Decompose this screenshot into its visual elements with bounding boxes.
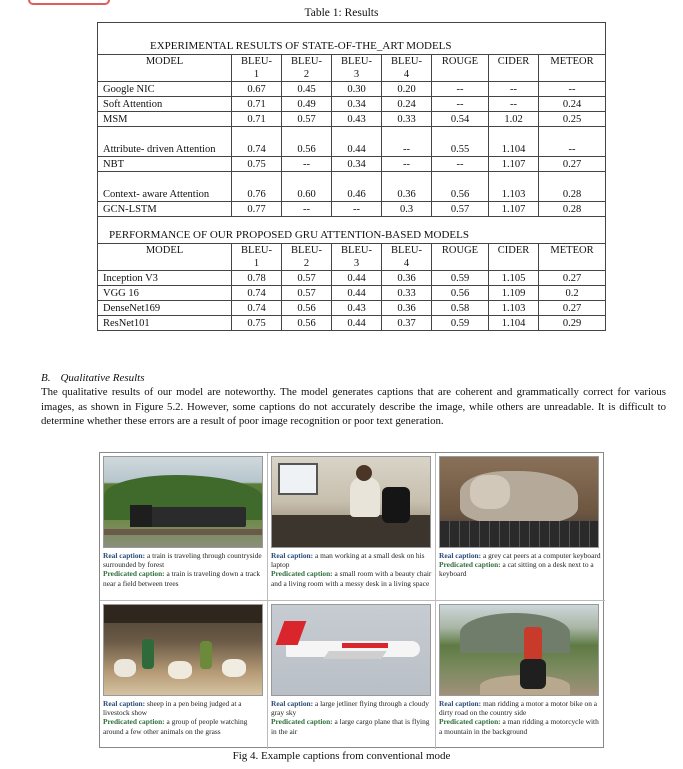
row-4-meteor: 0.27: [539, 157, 606, 172]
row-5-b3: 0.46: [332, 172, 382, 202]
section-title-ours: PERFORMANCE OF OUR PROPOSED GRU ATTENTION-BASED MODELS: [98, 217, 606, 244]
row-2-b2: 0.57: [282, 112, 332, 127]
header-bleu4: BLEU- 4: [382, 244, 432, 271]
our-row-1-b2: 0.57: [282, 286, 332, 301]
our-row-0-b1: 0.78: [232, 271, 282, 286]
figure-cell-train: [100, 453, 268, 601]
header-bleu3: BLEU- 3: [332, 55, 382, 82]
row-3-b2: 0.56: [282, 127, 332, 157]
row-0-meteor: --: [539, 82, 606, 97]
header-bleu3: BLEU- 3: [332, 244, 382, 271]
figure-cell-sheep: [100, 601, 268, 749]
row-2-cider: 1.02: [489, 112, 539, 127]
our-row-2-cider: 1.103: [489, 301, 539, 316]
row-1-meteor: 0.24: [539, 97, 606, 112]
section-title-sota: EXPERIMENTAL RESULTS OF STATE-OF-THE_ART MODELS: [98, 23, 606, 55]
header-cider: CIDER: [489, 55, 539, 82]
predicted-caption-text: a large cargo plane that is flying in the air: [271, 717, 430, 736]
row-2-model: MSM: [98, 112, 232, 127]
row-0-b3: 0.30: [332, 82, 382, 97]
row-2-meteor: 0.25: [539, 112, 606, 127]
our-row-0-b4: 0.36: [382, 271, 432, 286]
row-0-rouge: --: [432, 82, 489, 97]
row-1-b4: 0.24: [382, 97, 432, 112]
our-row-3-b2: 0.56: [282, 316, 332, 331]
caption-block: [103, 699, 264, 736]
our-row-3-meteor: 0.29: [539, 316, 606, 331]
row-1-cider: --: [489, 97, 539, 112]
our-row-2-b2: 0.56: [282, 301, 332, 316]
header-bleu1: BLEU- 1: [232, 244, 282, 271]
row-6-model: GCN-LSTM: [98, 202, 232, 217]
header-meteor: METEOR: [539, 244, 606, 271]
our-row-0-meteor: 0.27: [539, 271, 606, 286]
predicted-caption-label: Predicated caption:: [439, 717, 501, 727]
our-row-2-meteor: 0.27: [539, 301, 606, 316]
row-1-model: Soft Attention: [98, 97, 232, 112]
our-row-2-b1: 0.74: [232, 301, 282, 316]
predicted-caption-text: a train is traveling down a track near a field between trees: [103, 569, 261, 588]
train-photo: [103, 456, 263, 548]
header-model: MODEL: [98, 244, 232, 271]
row-3-meteor: --: [539, 127, 606, 157]
header-bleu4: BLEU- 4: [382, 55, 432, 82]
real-caption-text: a train is traveling through countryside surrounded by forest: [103, 551, 262, 570]
header-rouge: ROUGE: [432, 55, 489, 82]
real-caption-label: Real caption:: [271, 699, 314, 708]
sheep-photo: [103, 604, 263, 696]
predicted-caption-label: Predicated caption:: [103, 717, 165, 727]
our-row-0-rouge: 0.59: [432, 271, 489, 286]
row-1-b3: 0.34: [332, 97, 382, 112]
row-4-b3: 0.34: [332, 157, 382, 172]
our-row-1-rouge: 0.56: [432, 286, 489, 301]
row-4-b4: --: [382, 157, 432, 172]
predicted-caption-label: Predicated caption:: [439, 560, 501, 570]
real-caption-text: a large jetliner flying through a cloudy gray sky: [271, 699, 429, 718]
our-row-2-model: DenseNet169: [98, 301, 232, 316]
row-2-rouge: 0.54: [432, 112, 489, 127]
our-row-3-b1: 0.75: [232, 316, 282, 331]
row-5-b1: 0.76: [232, 172, 282, 202]
our-row-2-rouge: 0.58: [432, 301, 489, 316]
row-3-b4: --: [382, 127, 432, 157]
our-row-0-model: Inception V3: [98, 271, 232, 286]
row-4-b2: --: [282, 157, 332, 172]
our-row-0-b3: 0.44: [332, 271, 382, 286]
row-0-b2: 0.45: [282, 82, 332, 97]
real-caption-label: Real caption:: [439, 699, 482, 708]
our-row-2-b4: 0.36: [382, 301, 432, 316]
row-0-b1: 0.67: [232, 82, 282, 97]
our-row-1-cider: 1.109: [489, 286, 539, 301]
our-row-0-cider: 1.105: [489, 271, 539, 286]
row-4-cider: 1.107: [489, 157, 539, 172]
our-row-1-b4: 0.33: [382, 286, 432, 301]
caption-block: [439, 551, 602, 579]
row-5-b4: 0.36: [382, 172, 432, 202]
results-table: [97, 22, 606, 331]
our-row-3-rouge: 0.59: [432, 316, 489, 331]
header-cider: CIDER: [489, 244, 539, 271]
real-caption-text: a man working at a small desk on his laptop: [271, 551, 425, 570]
row-3-model: Attribute- driven Attention: [98, 127, 232, 157]
real-caption-label: Real caption:: [271, 551, 314, 560]
row-6-b4: 0.3: [382, 202, 432, 217]
row-6-b2: --: [282, 202, 332, 217]
row-2-b1: 0.71: [232, 112, 282, 127]
our-row-3-model: ResNet101: [98, 316, 232, 331]
predicted-caption-label: Predicated caption:: [271, 569, 333, 579]
our-row-1-b1: 0.74: [232, 286, 282, 301]
row-5-meteor: 0.28: [539, 172, 606, 202]
example-captions-figure: [99, 452, 604, 748]
our-row-3-b3: 0.44: [332, 316, 382, 331]
logo-fragment: [28, 0, 110, 5]
figure-caption: Fig 4. Example captions from conventional mode: [232, 750, 451, 762]
cat-photo: [439, 456, 599, 548]
row-3-cider: 1.104: [489, 127, 539, 157]
row-5-model: Context- aware Attention: [98, 172, 232, 202]
row-4-model: NBT: [98, 157, 232, 172]
real-caption-text: a grey cat peers at a computer keyboard: [482, 551, 601, 560]
section-number: B.: [41, 372, 51, 384]
row-0-model: Google NIC: [98, 82, 232, 97]
row-6-rouge: 0.57: [432, 202, 489, 217]
caption-block: [103, 551, 264, 588]
row-2-b3: 0.43: [332, 112, 382, 127]
caption-block: [271, 551, 432, 588]
our-row-3-cider: 1.104: [489, 316, 539, 331]
our-row-2-b3: 0.43: [332, 301, 382, 316]
row-3-b3: 0.44: [332, 127, 382, 157]
table-header-row: [98, 55, 606, 82]
our-row-3-b4: 0.37: [382, 316, 432, 331]
predicted-caption-text: a cat sitting on a desk next to a keyboard: [439, 560, 594, 579]
predicted-caption-label: Predicated caption:: [103, 569, 165, 579]
row-4-b1: 0.75: [232, 157, 282, 172]
row-1-b1: 0.71: [232, 97, 282, 112]
row-0-b4: 0.20: [382, 82, 432, 97]
row-5-cider: 1.103: [489, 172, 539, 202]
row-2-b4: 0.33: [382, 112, 432, 127]
predicted-caption-text: a group of people watching around a few other animals on the grass: [103, 717, 248, 736]
motorbike-photo: [439, 604, 599, 696]
row-6-b3: --: [332, 202, 382, 217]
header-model: MODEL: [98, 55, 232, 82]
header-bleu2: BLEU- 2: [282, 55, 332, 82]
row-3-b1: 0.74: [232, 127, 282, 157]
figure-cell-cat: [436, 453, 605, 601]
table-caption: Table 1: Results: [304, 7, 379, 19]
section-paragraph: The qualitative results of our model are noteworthy. The model generates captions that are coherent and grammatically correct for various images, as shown in Figure 5.2. However, some captions do not accurately describe the image, while others are unreadable. It is difficult to determine whether these errors are a result of poor image recognition or poor text generation.: [41, 386, 666, 427]
predicted-caption-label: Predicated caption:: [271, 717, 333, 727]
header-bleu2: BLEU- 2: [282, 244, 332, 271]
row-4-rouge: --: [432, 157, 489, 172]
predicted-caption-text: a small room with a beauty chair and a living room with a messy desk in a living space: [271, 569, 432, 588]
plane-photo: [271, 604, 431, 696]
caption-block: [439, 699, 602, 736]
header-rouge: ROUGE: [432, 244, 489, 271]
row-1-rouge: --: [432, 97, 489, 112]
figure-cell-office: [268, 453, 436, 601]
table-header-row-2: [98, 244, 606, 271]
real-caption-text: sheep in a pen being judged at a livestock show: [103, 699, 242, 718]
real-caption-label: Real caption:: [103, 551, 146, 560]
real-caption-text: man ridding a motor a motor bike on a dirty road on the country side: [439, 699, 598, 718]
section-heading: [41, 372, 145, 384]
real-caption-label: Real caption:: [103, 699, 146, 708]
figure-cell-plane: [268, 601, 436, 749]
row-3-rouge: 0.55: [432, 127, 489, 157]
our-row-1-b3: 0.44: [332, 286, 382, 301]
figure-cell-motorbike: [436, 601, 605, 749]
row-6-meteor: 0.28: [539, 202, 606, 217]
row-6-b1: 0.77: [232, 202, 282, 217]
row-5-rouge: 0.56: [432, 172, 489, 202]
row-6-cider: 1.107: [489, 202, 539, 217]
header-meteor: METEOR: [539, 55, 606, 82]
row-5-b2: 0.60: [282, 172, 332, 202]
our-row-0-b2: 0.57: [282, 271, 332, 286]
row-0-cider: --: [489, 82, 539, 97]
predicted-caption-text: a man ridding a motorcycle with a mountain in the background: [439, 717, 599, 736]
our-row-1-model: VGG 16: [98, 286, 232, 301]
office-photo: [271, 456, 431, 548]
our-row-1-meteor: 0.2: [539, 286, 606, 301]
real-caption-label: Real caption:: [439, 551, 482, 560]
section-title: Qualitative Results: [60, 372, 145, 384]
caption-block: [271, 699, 432, 736]
header-bleu1: BLEU- 1: [232, 55, 282, 82]
row-1-b2: 0.49: [282, 97, 332, 112]
